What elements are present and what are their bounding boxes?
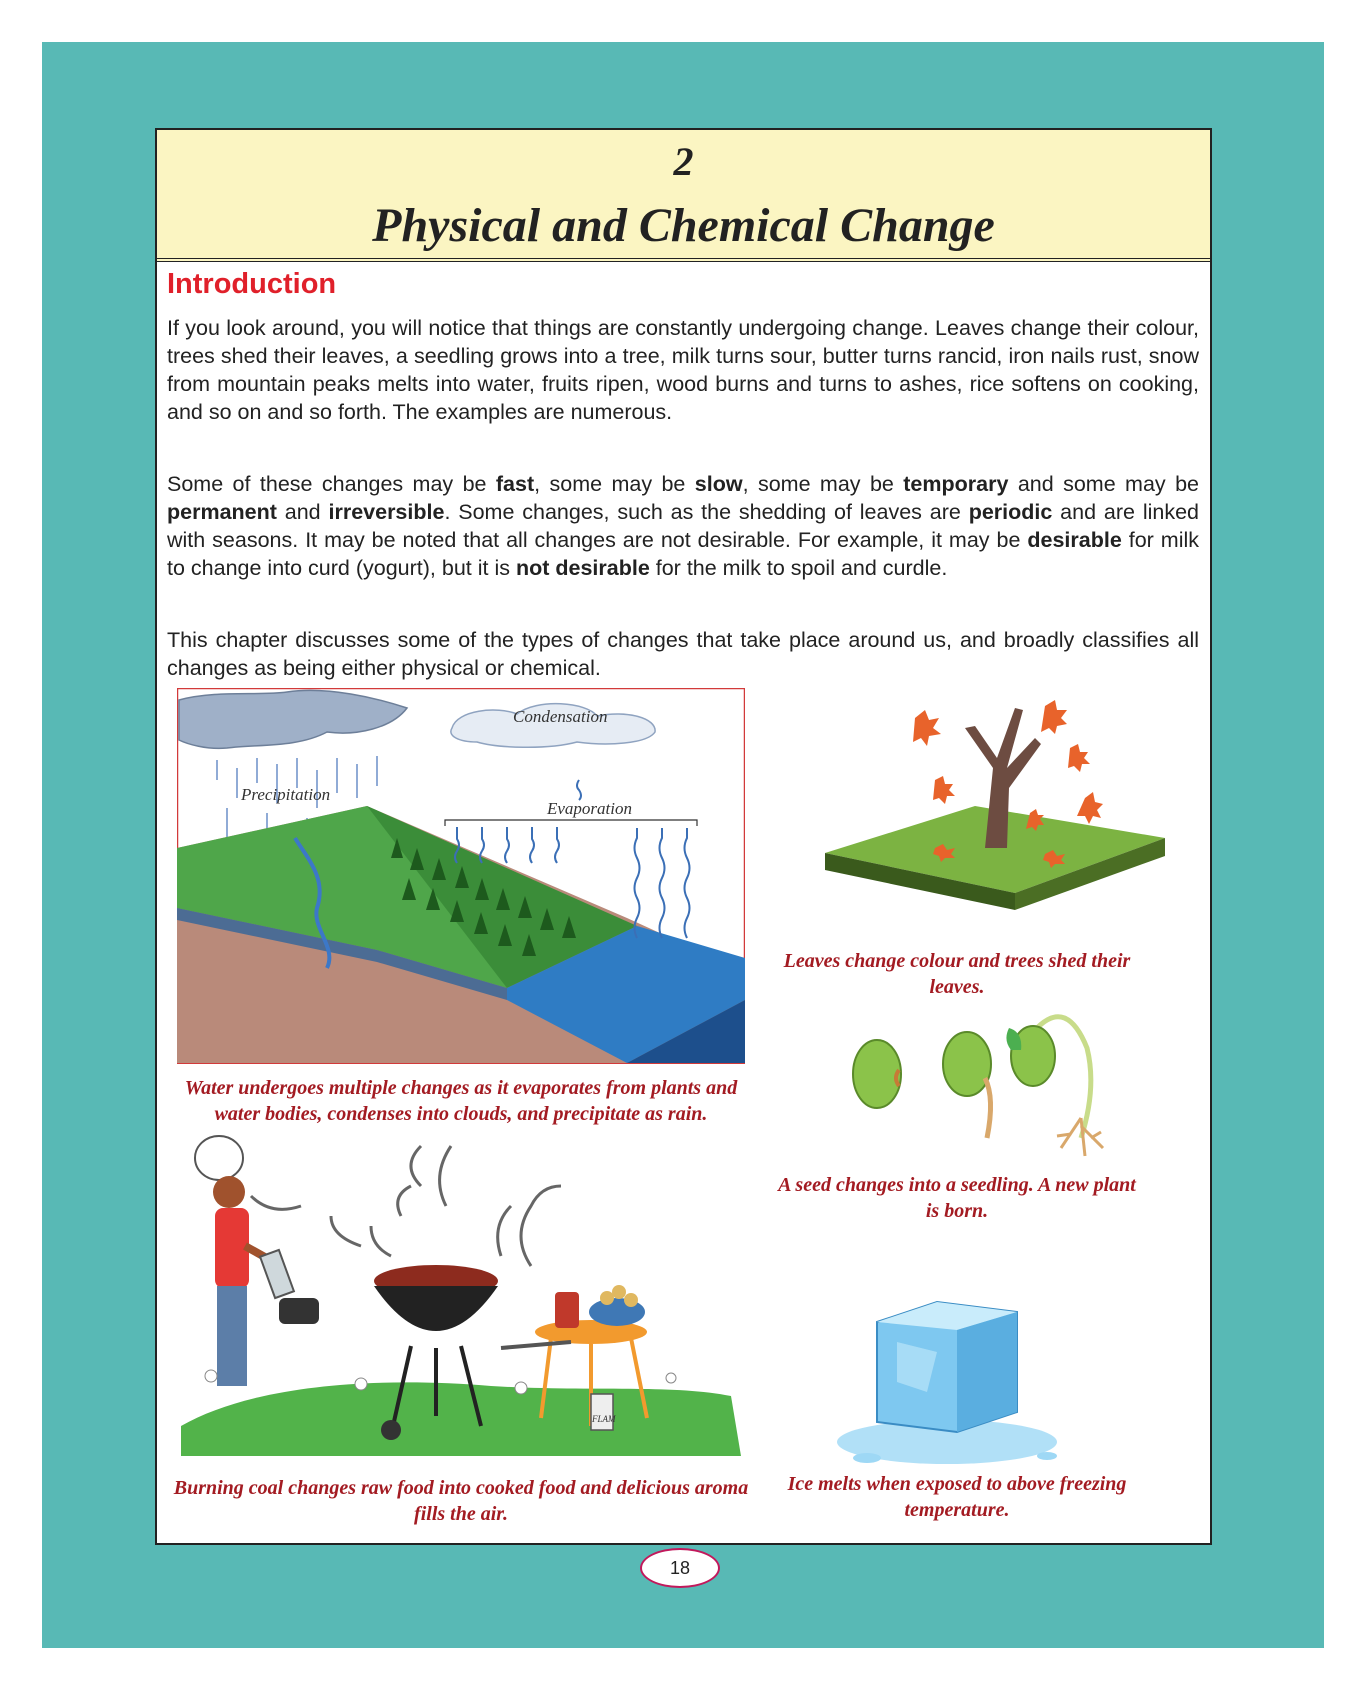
evaporation-label: Evaporation (547, 799, 632, 818)
bellows (279, 1298, 319, 1324)
ice-cube-illustration (827, 1282, 1077, 1472)
intro-paragraph-3: This chapter discusses some of the types of changes that take place around us, and broadly classifies all changes as being either physical or chemical. (167, 628, 1199, 680)
precipitation-label: Precipitation (241, 785, 331, 804)
tree-illustration (825, 688, 1165, 910)
barbecue-illustration (171, 1126, 751, 1470)
barbecue-caption: Burning coal changes raw food into cooked food and delicious aroma fills the air. (173, 1477, 749, 1525)
seed-caption: A seed changes into a seedling. A new plant is born. (778, 1174, 1136, 1222)
water-cycle-illustration (177, 688, 745, 1064)
intro-paragraph-1: If you look around, you will notice that things are constantly undergoing change. Leaves change their colour, trees shed their leaves, a seedling grows into a tree, milk turns sour, butter turns rancid, iron nails rust, snow from mountain peaks melts into water, fruits ripen, wood burns and turns to ashes, rice softens on cooking, and so on and so forth. The examples are numerous. (167, 316, 1199, 424)
section-heading: Introduction (167, 268, 337, 300)
seed-germination-illustration (847, 1008, 1137, 1158)
condensation-label: Condensation (513, 707, 608, 726)
tree-caption: Leaves change colour and trees shed their leaves. (783, 950, 1131, 998)
cleaver (260, 1250, 294, 1298)
chef-hat (195, 1136, 243, 1180)
chapter-number: 2 (673, 139, 694, 184)
sauce-bottle (555, 1292, 579, 1328)
smoke-swirls (251, 1146, 561, 1266)
intro-paragraph-2: Some of these changes may be fast, some may be slow, some may be temporary and some may be permanent and irreversible. Some changes, such as the shedding of leaves are periodic and are linked with seasons. It may be noted that all changes are not desirable. For example, it may be desirable for milk to change into curd (yogurt), but it is not desirable for the milk to spoil and curdle. (167, 472, 1200, 580)
grill-bowl (374, 1286, 498, 1331)
chapter-header (157, 130, 1210, 262)
chapter-title: Physical and Chemical Change (372, 199, 995, 252)
fuel-can-label: FLAM (592, 1414, 616, 1424)
ice-caption: Ice melts when exposed to above freezing temperature. (787, 1473, 1127, 1521)
fuel-can (591, 1394, 613, 1430)
page-number: 18 (640, 1548, 720, 1588)
water-cycle-caption: Water undergoes multiple changes as it evaporates from plants and water bodies, condenses into clouds, and precipitate as rain. (184, 1077, 738, 1125)
page-frame (155, 128, 1212, 1545)
